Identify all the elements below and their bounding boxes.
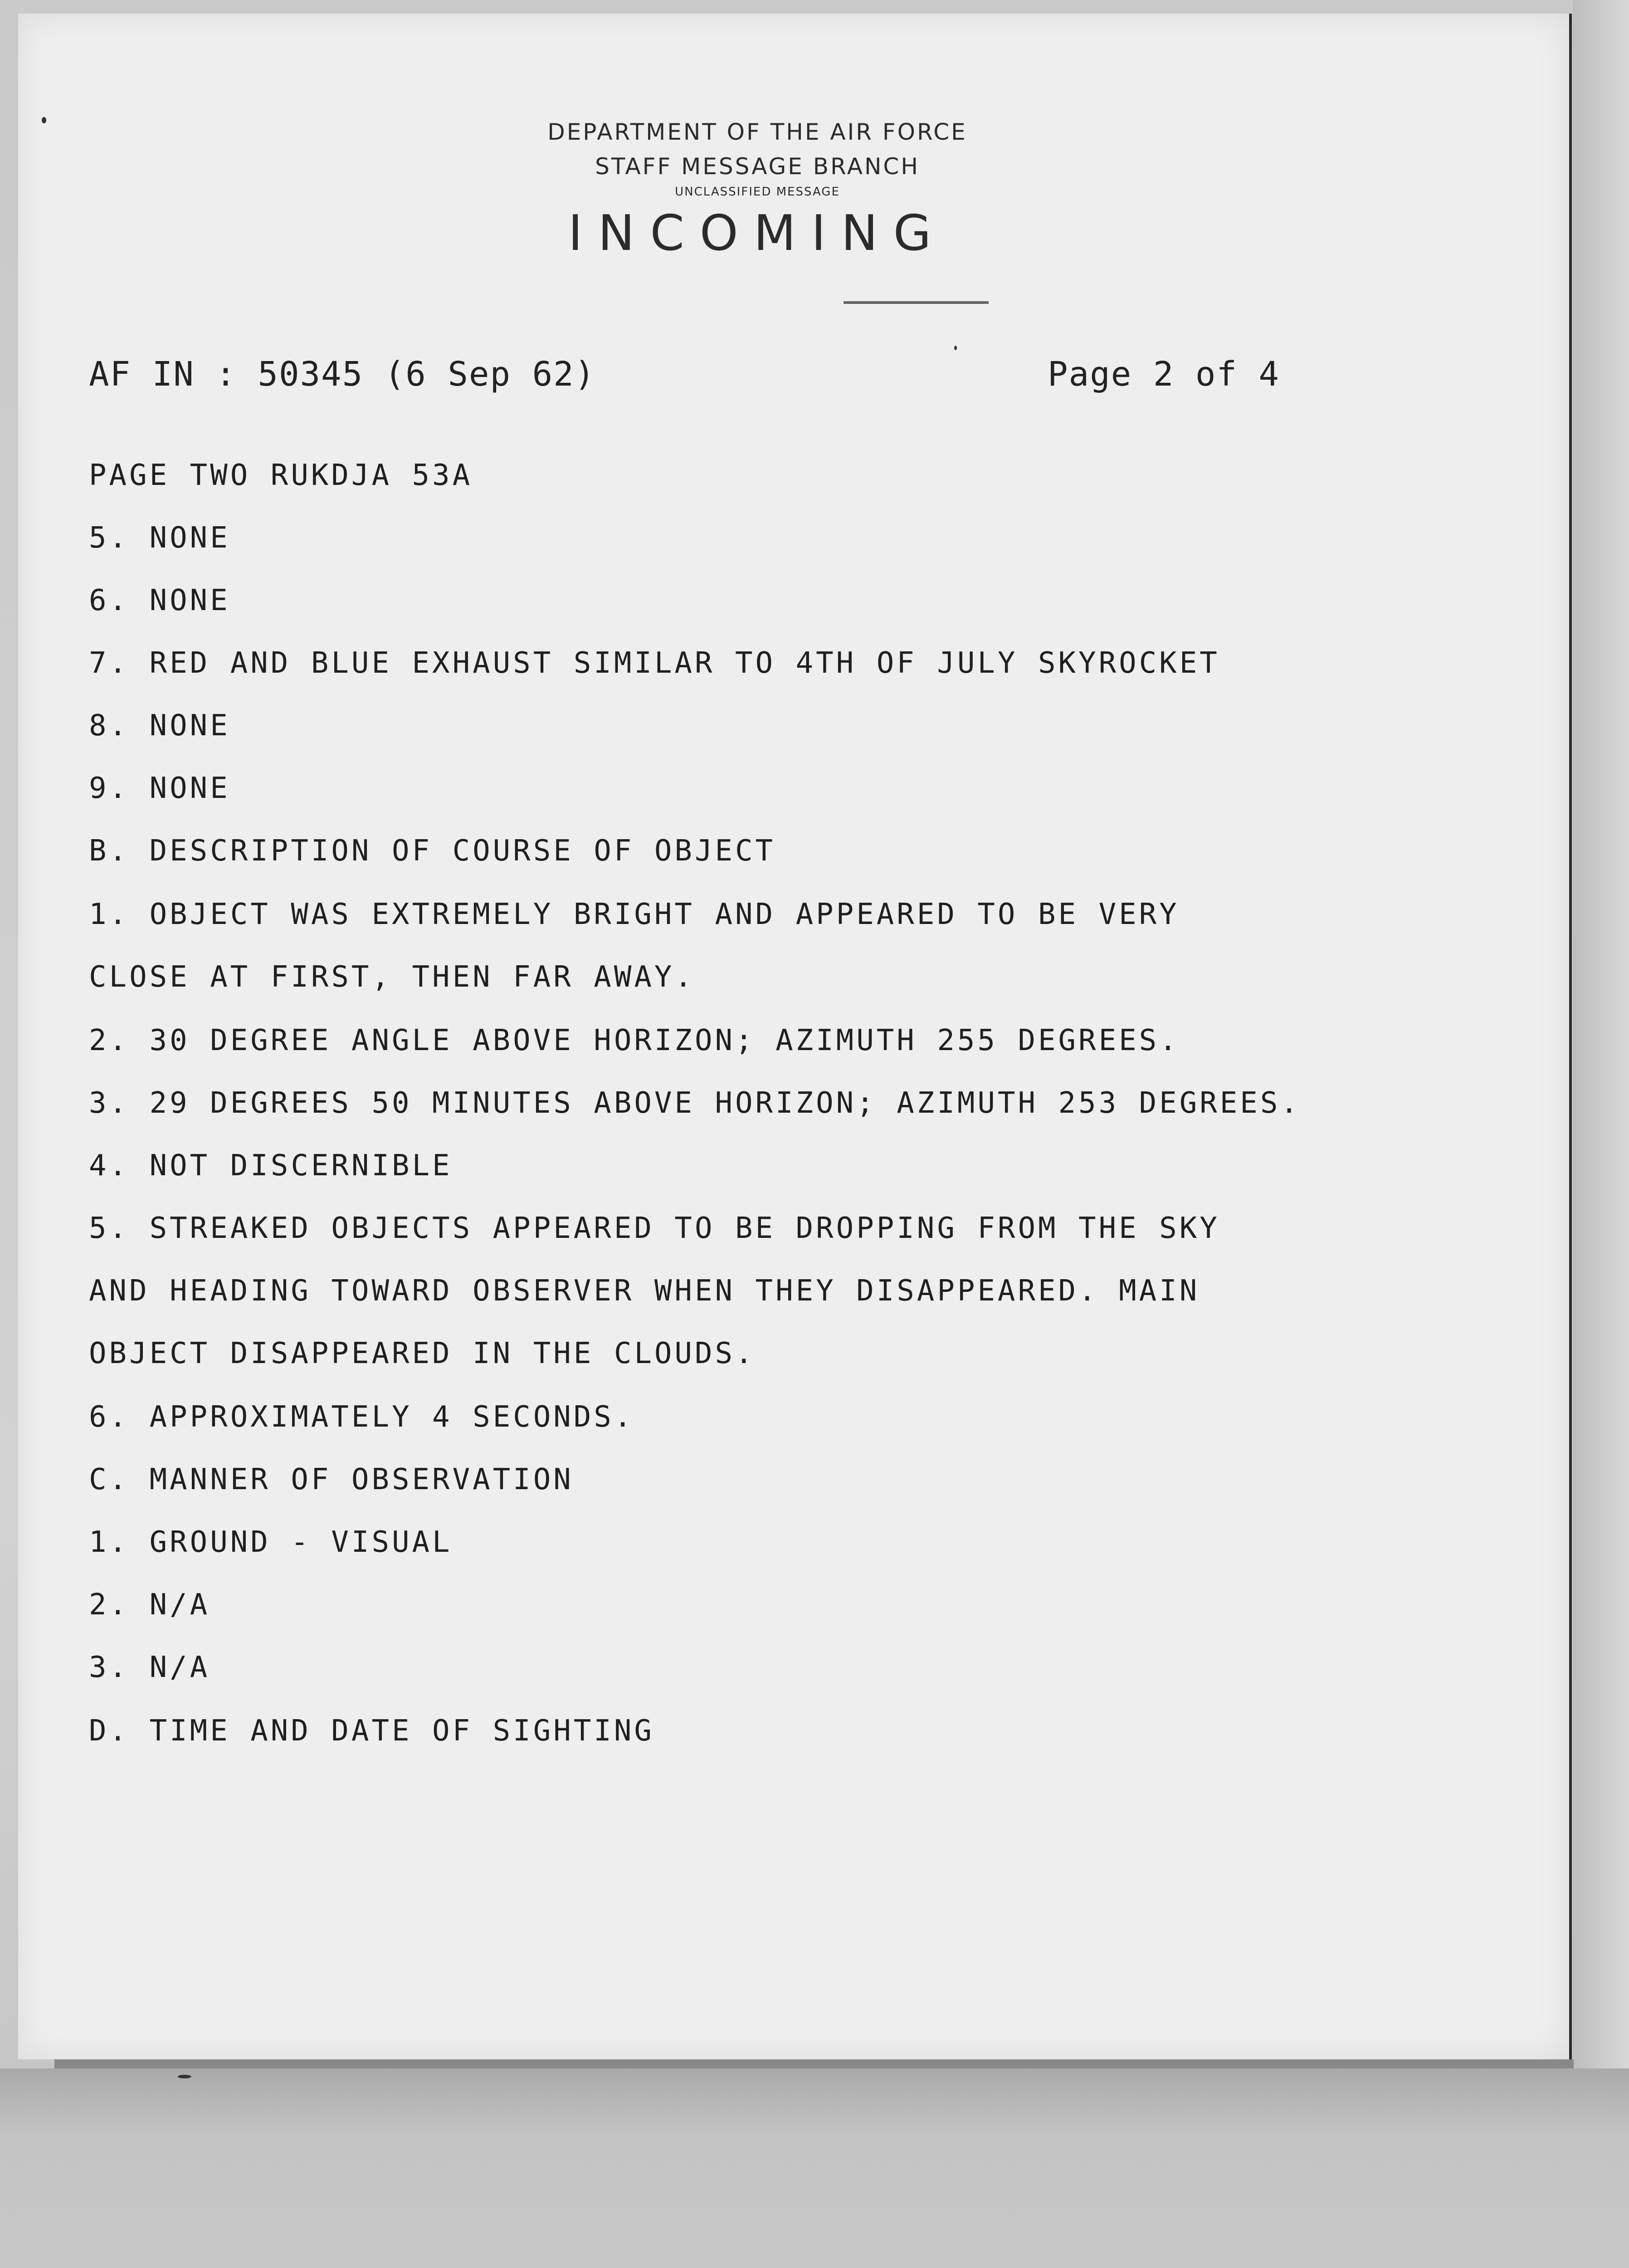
message-line: 7. RED AND BLUE EXHAUST SIMILAR TO 4TH OF JULY SKYROCKET: [89, 646, 1220, 680]
message-line: C. MANNER OF OBSERVATION: [89, 1463, 574, 1496]
scan-lower-area: [0, 2068, 1629, 2268]
scan-speck: [954, 346, 957, 350]
message-line: CLOSE AT FIRST, THEN FAR AWAY.: [89, 960, 695, 994]
message-line: D. TIME AND DATE OF SIGHTING: [89, 1714, 654, 1748]
message-line: 3. 29 DEGREES 50 MINUTES ABOVE HORIZON; AZIMUTH 253 DEGREES.: [89, 1086, 1301, 1120]
scan-right-edge: [1573, 0, 1629, 2087]
message-line: 1. OBJECT WAS EXTREMELY BRIGHT AND APPEARED TO BE VERY: [89, 898, 1180, 931]
af-in-reference: AF IN : 50345 (6 Sep 62): [89, 355, 596, 394]
scan-speck: [178, 2075, 191, 2078]
incoming-title: INCOMING: [568, 205, 947, 262]
message-line: 2. 30 DEGREE ANGLE ABOVE HORIZON; AZIMUTH 255 DEGREES.: [89, 1024, 1180, 1057]
message-line: PAGE TWO RUKDJA 53A: [89, 459, 473, 492]
message-line: 5. STREAKED OBJECTS APPEARED TO BE DROPPING FROM THE SKY: [89, 1212, 1220, 1245]
message-line: 4. NOT DISCERNIBLE: [89, 1149, 453, 1183]
message-line: 2. N/A: [89, 1588, 210, 1622]
branch-heading: STAFF MESSAGE BRANCH: [595, 153, 920, 180]
department-heading: DEPARTMENT OF THE AIR FORCE: [547, 119, 967, 145]
scan-speck: [42, 117, 46, 123]
message-line: 9. NONE: [89, 772, 230, 805]
message-line: 1. GROUND - VISUAL: [89, 1525, 453, 1559]
message-line: B. DESCRIPTION OF COURSE OF OBJECT: [89, 834, 776, 868]
header-rule: [844, 301, 989, 304]
message-line: 5. NONE: [89, 521, 230, 555]
message-line: OBJECT DISAPPEARED IN THE CLOUDS.: [89, 1337, 756, 1370]
classification-label: UNCLASSIFIED MESSAGE: [675, 185, 840, 199]
message-line: 3. N/A: [89, 1651, 210, 1684]
message-line: AND HEADING TOWARD OBSERVER WHEN THEY DISAPPEARED. MAIN: [89, 1274, 1200, 1308]
page-number: Page 2 of 4: [1048, 355, 1280, 394]
message-line: 6. NONE: [89, 584, 230, 617]
message-line: 8. NONE: [89, 709, 230, 743]
message-line: 6. APPROXIMATELY 4 SECONDS.: [89, 1400, 634, 1434]
